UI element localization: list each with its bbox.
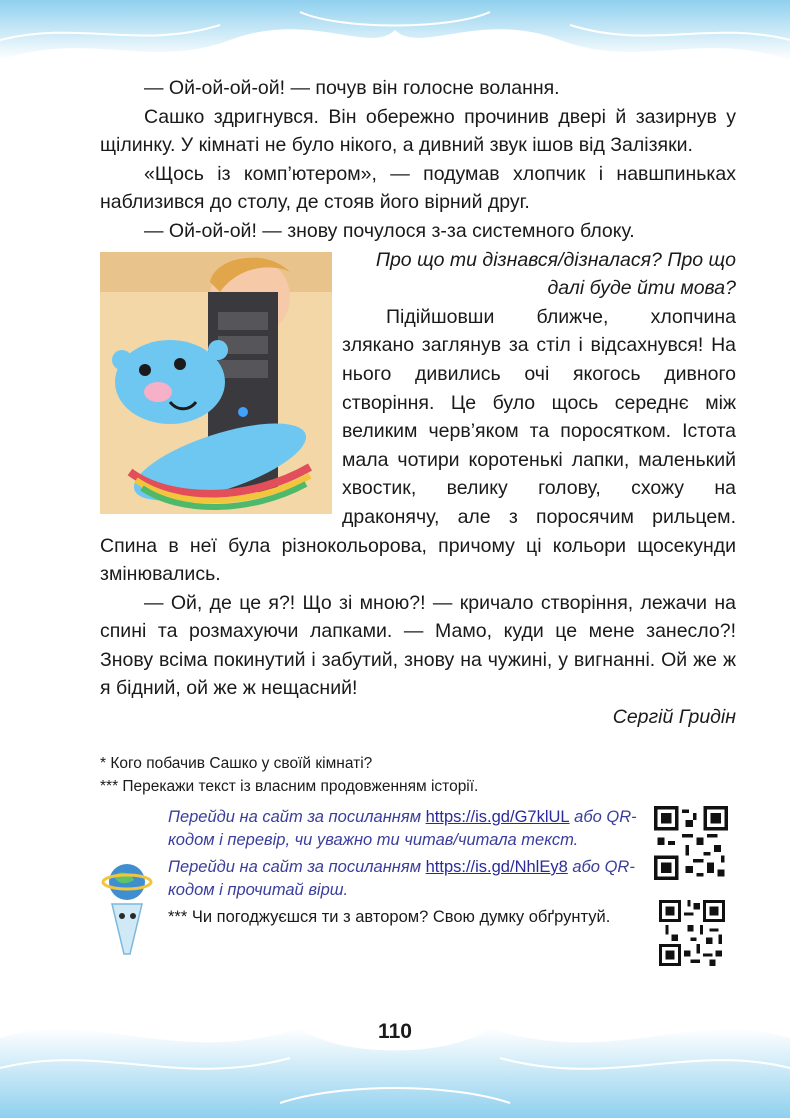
story-paragraph: Підійшовши ближче, хлопчина злякано заглянув за стіл і відсахнувся! На нього дивились очі якогось дивного створіння. Це було щось середнє між великим черв’яком та поросятком. Істота мала чотири коротенькі лапки, маленький хвостик, велику голову, схожу на драконячу, але з поросячим рильцем. Спина в неї була різнокольорова, причому ці кольори щосекунди змінювались. [100,305,736,586]
story-paragraph: — Ой-ой-ой-ой! — почув він голосне волання. [144,77,560,99]
online-resources [168,806,638,929]
story-paragraph: «Щось із комп’ютером», — подумав хлопчик і навшпиньках наблизився до столу, де стояв його вірний друг. [100,162,736,214]
resource-2-prefix: Перейди на сайт за посиланням [168,858,426,876]
reading-question: Про що ти дізнався/дізналася? Про що далі буде йти мова? [375,248,736,300]
story-text [100,74,736,732]
resource-2-suffix: або QR-кодом і прочитай вірш. [168,858,635,899]
resource-2-task: *** Чи погоджуєшся ти з автором? Свою думку обґрунтуй. [168,908,611,926]
story-paragraph: — Ой-ой-ой! — знову почулося з-за системного блоку. [144,219,635,242]
resource-1-suffix: або QR-кодом і перевір, чи уважно ти читав/читала текст. [168,808,637,849]
creature-computer-illustration [100,252,332,514]
resource-1 [168,806,638,852]
resource-2 [168,856,638,902]
story-paragraph: — Ой, де це я?! Що зі мною?! — кричало створіння, лежачи на спині та розмахуючи лапками. — Мамо, куди це мене занесло?! Знову всіма покинутий і забутий, знову на чужині, у вигнанні. Ой же ж я бідний, ой же ж нещасний! [100,591,736,700]
story-paragraph: Сашко здригнувся. Він обережно прочинив двері й зазирнув у щілинку. У кімнаті не було нікого, а дивний звук ішов від Залізяки. [100,105,736,157]
qr-code-icon[interactable] [659,900,725,966]
task-questions [100,752,740,798]
bottom-decorative-border [0,998,790,1118]
page-number: 110 [378,1020,412,1043]
link-1[interactable]: https://is.gd/G7klUL [425,808,570,826]
link-2[interactable]: https://is.gd/NhlEy8 [425,858,568,876]
author-name: Сергій Гридін [612,706,736,729]
globe-mascot-icon [100,858,154,958]
task-question: *** Перекажи текст із власним продовженням історії. [100,778,479,795]
resource-1-prefix: Перейди на сайт за посиланням [168,808,426,826]
task-question: * Кого побачив Сашко у своїй кімнаті? [100,755,373,772]
top-decorative-border [0,0,790,80]
qr-code-icon[interactable] [654,806,728,880]
